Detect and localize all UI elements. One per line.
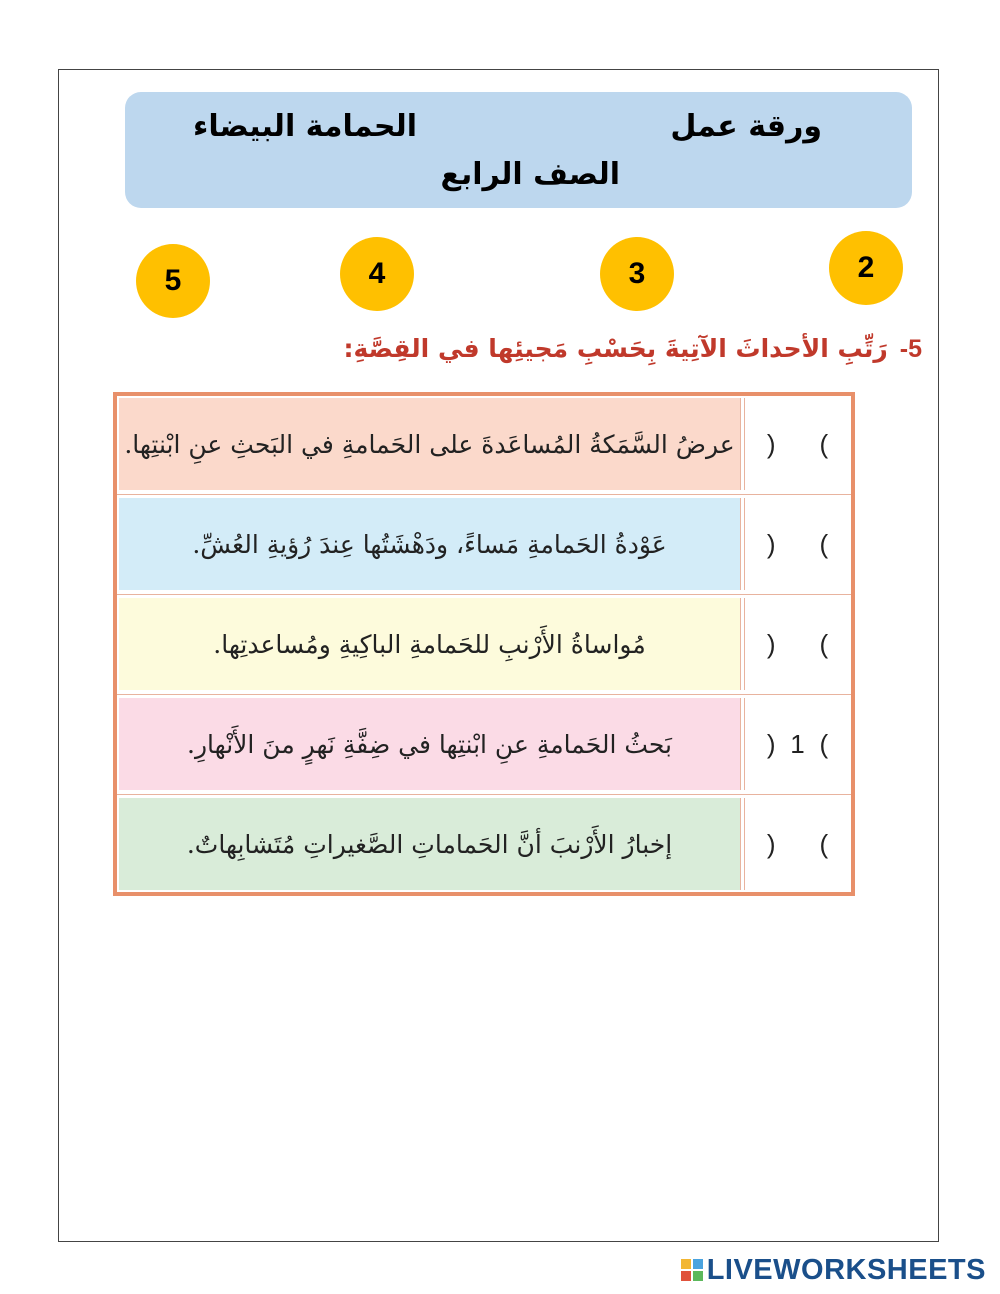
table-row — [117, 596, 851, 692]
close-paren: ( — [819, 828, 829, 859]
close-paren: ( — [819, 628, 829, 659]
open-paren: ) — [766, 528, 776, 559]
worksheet-label: ورقة عمل — [670, 109, 822, 144]
open-paren: ) — [766, 828, 776, 859]
event-text: إخبارُ الأَرْنبَ أنَّ الحَماماتِ الصَّغيراتِ مُتَشابِهاتٌ. — [119, 798, 741, 890]
grade-label: الصف الرابع — [440, 157, 620, 192]
table-row — [117, 396, 851, 492]
row-divider — [117, 794, 851, 795]
worksheet-header — [125, 92, 912, 208]
answer-cell[interactable] — [744, 498, 850, 590]
answer-cell[interactable] — [744, 798, 850, 890]
close-paren: ( — [819, 728, 829, 759]
lesson-title: الحمامة البيضاء — [193, 109, 417, 144]
answer-cell[interactable] — [744, 698, 850, 790]
number-badge-2[interactable]: 2 — [829, 231, 903, 305]
table-row — [117, 696, 851, 792]
events-table — [113, 392, 855, 896]
close-paren: ( — [819, 428, 829, 459]
row-divider — [117, 494, 851, 495]
number-badge-5[interactable]: 5 — [136, 244, 210, 318]
event-text: عرضُ السَّمَكةُ المُساعَدةَ على الحَمامةِ في البَحثِ عنِ ابْنتِها. — [119, 398, 741, 490]
answer-input[interactable]: 1 — [790, 728, 805, 759]
close-paren: ( — [819, 528, 829, 559]
open-paren: ) — [766, 628, 776, 659]
event-text: عَوْدةُ الحَمامةِ مَساءً، ودَهْشَتُها عِندَ رُؤيةِ العُشِّ. — [119, 498, 741, 590]
brand-name: LIVEWORKSHEETS — [706, 1253, 986, 1286]
event-text: مُواساةُ الأَرْنبِ للحَمامةِ الباكِيةِ ومُساعدتِها. — [119, 598, 741, 690]
answer-cell[interactable] — [744, 598, 850, 690]
open-paren: ) — [766, 428, 776, 459]
answer-cell[interactable] — [744, 398, 850, 490]
number-badge-3[interactable]: 3 — [600, 237, 674, 311]
open-paren: ) — [766, 728, 776, 759]
question-text: رَتِّبِ الأحداثَ الآتِيةَ بِحَسْبِ مَجيئِها في القِصَّةِ: — [343, 334, 888, 363]
row-divider — [117, 594, 851, 595]
number-badge-4[interactable]: 4 — [340, 237, 414, 311]
liveworksheets-logo[interactable] — [681, 1253, 986, 1287]
table-row — [117, 496, 851, 592]
event-text: بَحثُ الحَمامةِ عنِ ابْنتِها في ضِفَّةِ نَهرٍ منَ الأَنْهارِ. — [119, 698, 741, 790]
question-instruction — [344, 334, 923, 364]
row-divider — [117, 694, 851, 695]
question-number: 5- — [899, 335, 922, 363]
table-row — [117, 796, 851, 892]
liveworksheets-logo-icon — [681, 1259, 703, 1281]
